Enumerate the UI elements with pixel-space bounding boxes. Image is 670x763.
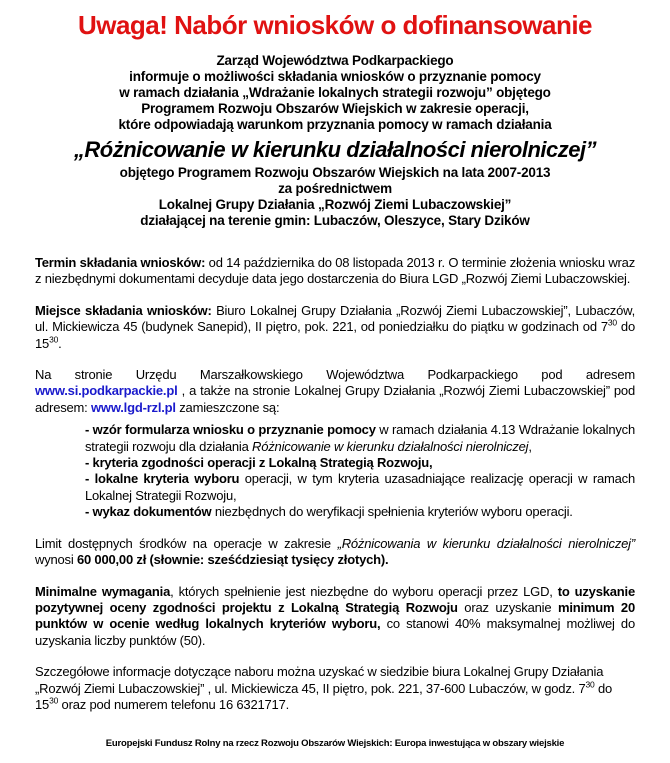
intro-line: które odpowiadają warunkom przyznania pomocy w ramach działania <box>118 117 552 132</box>
hour-superscript: 30 <box>607 317 617 328</box>
minimalne-bold: minimum 20 punktów w ocenie według lokalnych kryteriów wyboru, <box>35 599 635 632</box>
list-item <box>85 422 635 455</box>
minimalne-text: oraz uzyskanie <box>457 599 558 615</box>
intro-sub-line: objętego Programem Rozwoju Obszarów Wiejskich na lata 2007-2013 <box>119 165 551 180</box>
hour-superscript: 30 <box>49 334 59 345</box>
miejsce-label: Miejsce składania wniosków: <box>35 302 212 318</box>
minimalne-bold: Minimalne wymagania <box>35 583 171 599</box>
intro-line: Programem Rozwoju Obszarów Wiejskich w zakresie operacji, <box>141 101 529 116</box>
list-item-bold: - lokalne kryteria wyboru <box>85 471 240 487</box>
miejsce-text: . <box>58 335 62 351</box>
intro-sub-block <box>35 165 635 229</box>
paragraph-szczegolowe <box>35 664 635 713</box>
minimalne-text: , których spełnienie jest niezbędne do wyboru operacji przez LGD, <box>170 583 558 599</box>
miejsce-text: do 15 <box>35 319 635 351</box>
minimalne-bold: to uzyskanie pozytywnej oceny zgodności projektu z Lokalną Strategią Rozwoju <box>35 583 635 615</box>
intro-sub-line: Lokalnej Grupy Działania „Rozwój Ziemi Lubaczowskiej” <box>158 197 512 212</box>
list-item-italic: Różnicowanie w kierunku działalności nierolniczej <box>252 438 529 454</box>
strona-text: Na stronie Urzędu Marszałkowskiego Województwa Podkarpackiego pod adresem <box>35 367 635 383</box>
limit-text: Limit dostępnych środków na operacje w zakresie <box>35 535 338 551</box>
list-item-text: , <box>528 438 532 454</box>
limit-text: wynosi <box>35 552 77 568</box>
list-item-text: niezbędnych do weryfikacji spełnienia kryteriów wyboru operacji. <box>211 504 573 520</box>
limit-italic: „Różnicowania w kierunku działalności nierolniczej” <box>337 535 635 551</box>
list-item <box>85 455 635 471</box>
list-item-text: operacji, w tym kryteria uzasadniające realizację operacji w ramach Lokalnej Strategii Rozwoju, <box>85 471 635 503</box>
szczegolowe-text: oraz pod numerem telefonu 16 6321717. <box>58 696 290 712</box>
list-item <box>85 504 635 520</box>
paragraph-strona <box>35 367 635 416</box>
list-item-bold: - wzór formularza wniosku o przyznanie pomocy <box>85 422 376 438</box>
intro-block <box>35 53 635 133</box>
termin-label: Termin składania wniosków: <box>35 255 206 270</box>
szczegolowe-text: Szczegółowe informacje dotyczące naboru można uzyskać w siedzibie biura Lokalnej Grupy Działania „Rozwój Ziemi Lubaczowskiej” , ul. Mickiewicza 45, II piętro, pok. 221, 37-600 Lubaczów, w godz. 7 <box>35 664 604 696</box>
intro-line: Zarząd Województwa Podkarpackiego <box>216 53 454 68</box>
hour-superscript: 30 <box>49 695 59 706</box>
page-title: Uwaga! Nabór wniosków o dofinansowanie <box>77 10 593 40</box>
documents-list <box>35 422 635 520</box>
strona-text: , a także na stronie Lokalnej Grupy Działania „Rozwój Ziemi Lubaczowskiej” pod adresem: <box>35 383 635 415</box>
paragraph-minimalne <box>35 584 635 650</box>
szczegolowe-text: do 15 <box>35 680 613 712</box>
intro-sub-line: za pośrednictwem <box>278 181 392 196</box>
paragraph-miejsce <box>35 303 635 352</box>
document-body <box>35 255 635 713</box>
spacer <box>35 229 635 255</box>
paragraph-limit <box>35 536 635 569</box>
limit-amount: 60 000,00 zł (słownie: sześćdziesiąt tysięcy złotych). <box>76 552 389 568</box>
measure-title: „Różnicowanie w kierunku działalności nierolniczej” <box>73 137 597 162</box>
intro-line: w ramach działania „Wdrażanie lokalnych strategii rozwoju” objętego <box>119 85 551 100</box>
intro-sub-line: działającej na terenie gmin: Lubaczów, Oleszyce, Stary Dzików <box>140 213 530 228</box>
eu-fund-footer: Europejski Fundusz Rolny na rzecz Rozwoju Obszarów Wiejskich: Europa inwestująca w obszary wiejskie <box>105 738 565 749</box>
list-item <box>85 471 635 504</box>
strona-text: zamieszczone są: <box>175 399 280 415</box>
termin-text: od 14 października do 08 listopada 2013 r. O terminie złożenia wniosku wraz z niezbędnymi dokumentami decyduje data jego dostarczenia do Biura LGD „Rozwój Ziemi Lubaczowskiej. <box>35 255 636 287</box>
paragraph-termin <box>35 255 635 288</box>
miejsce-text: Biuro Lokalnej Grupy Działania „Rozwój Ziemi Lubaczowskiej”, Lubaczów, ul. Mickiewicza 45 (budynek Sanepid), II piętro, pok. 221, od poniedziałku do piątku w godzinach od 7 <box>35 302 636 335</box>
list-item-bold: - kryteria zgodności operacji z Lokalną Strategią Rozwoju, <box>85 455 433 471</box>
link-lgd-rzl[interactable]: www.lgd-rzl.pl <box>91 399 176 415</box>
list-item-bold: - wykaz dokumentów <box>85 504 212 520</box>
hour-superscript: 30 <box>585 679 595 690</box>
link-si-podkarpackie[interactable]: www.si.podkarpackie.pl <box>35 383 178 399</box>
list-item-text: w ramach działania 4.13 Wdrażanie lokalnych strategii rozwoju dla działania <box>85 422 636 454</box>
minimalne-text: co stanowi 40% maksymalnej możliwej do uzyskania liczby punktów (50). <box>35 616 635 648</box>
intro-line: informuje o możliwości składania wniosków o przyznanie pomocy <box>129 69 541 84</box>
